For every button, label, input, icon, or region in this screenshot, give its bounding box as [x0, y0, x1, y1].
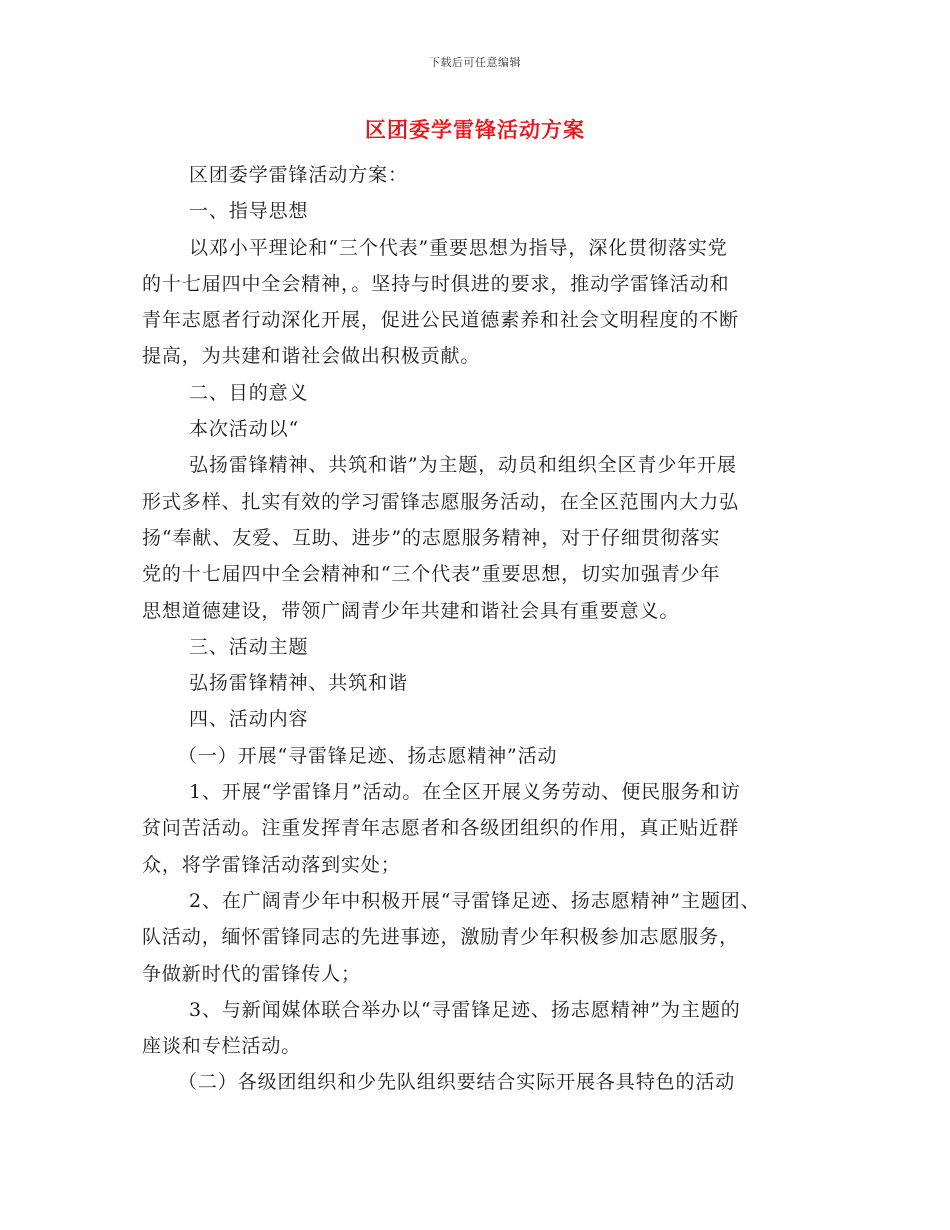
document-body: [142, 157, 812, 1101]
paragraph-line: 三、活动主题: [189, 635, 309, 658]
paragraph-line: （二）各级团组织和少先队组织要结合实际开展各具特色的活动: [178, 1071, 736, 1094]
paragraph-line: 争做新时代的雷锋传人；: [142, 962, 361, 985]
paragraph-line: 青年志愿者行动深化开展，促进公民道德素养和社会文明程度的不断: [142, 309, 740, 332]
paragraph-line: 一、指导思想: [189, 200, 309, 223]
paragraph-line: 贫问苦活动。注重发挥青年志愿者和各级团组织的作用，真正贴近群: [142, 817, 740, 840]
paragraph-line: 二、目的意义: [189, 381, 309, 404]
paragraph-line: 众，将学雷锋活动落到实处；: [142, 853, 401, 876]
paragraph-line: 四、活动内容: [189, 708, 309, 731]
paragraph-line: 座谈和专栏活动。: [142, 1035, 302, 1058]
paragraph-line: 提高，为共建和谐社会做出积极贡献。: [142, 345, 481, 368]
paragraph-line: 区团委学雷锋活动方案：: [189, 164, 408, 186]
paragraph-line: 本次活动以“: [189, 418, 300, 441]
paragraph-line: 扬“奉献、友爱、互助、进步”的志愿服务精神，对于仔细贯彻落实: [142, 526, 721, 549]
header-note: 下载后可任意编辑: [429, 56, 521, 69]
paragraph-line: 的十七届四中全会精神，。坚持与时俱进的要求，推动学雷锋活动和: [142, 272, 730, 295]
paragraph-line: 弘扬雷锋精神、共筑和谐: [189, 672, 408, 695]
paragraph-line: 形式多样、扎实有效的学习雷锋志愿服务活动，在全区范围内大力弘: [142, 490, 740, 513]
paragraph-line: 弘扬雷锋精神、共筑和谐”为主题，动员和组织全区青少年开展: [189, 454, 737, 477]
paragraph-line: 1、开展“学雷锋月”活动。在全区开展义务劳动、便民服务和访: [189, 781, 741, 804]
paragraph-line: 以邓小平理论和“三个代表”重要思想为指导，深化贯彻落实党: [189, 236, 728, 259]
paragraph-line: 队活动，缅怀雷锋同志的先进事迹，激励青少年积极参加志愿服务，: [142, 926, 740, 949]
paragraph-line: 思想道德建设，带领广阔青少年共建和谐社会具有重要意义。: [142, 599, 680, 622]
document-title: 区团委学雷锋活动方案: [365, 117, 585, 142]
paragraph-line: 3、与新闻媒体联合举办以“寻雷锋足迹、扬志愿精神”为主题的: [189, 998, 741, 1021]
paragraph-line: （一）开展“寻雷锋足迹、扬志愿精神”活动: [178, 744, 558, 767]
paragraph-line: 2、在广阔青少年中积极开展“寻雷锋足迹、扬志愿精神”主题团、: [189, 889, 761, 912]
paragraph-line: 党的十七届四中全会精神和“三个代表”重要思想，切实加强青少年: [142, 563, 721, 586]
